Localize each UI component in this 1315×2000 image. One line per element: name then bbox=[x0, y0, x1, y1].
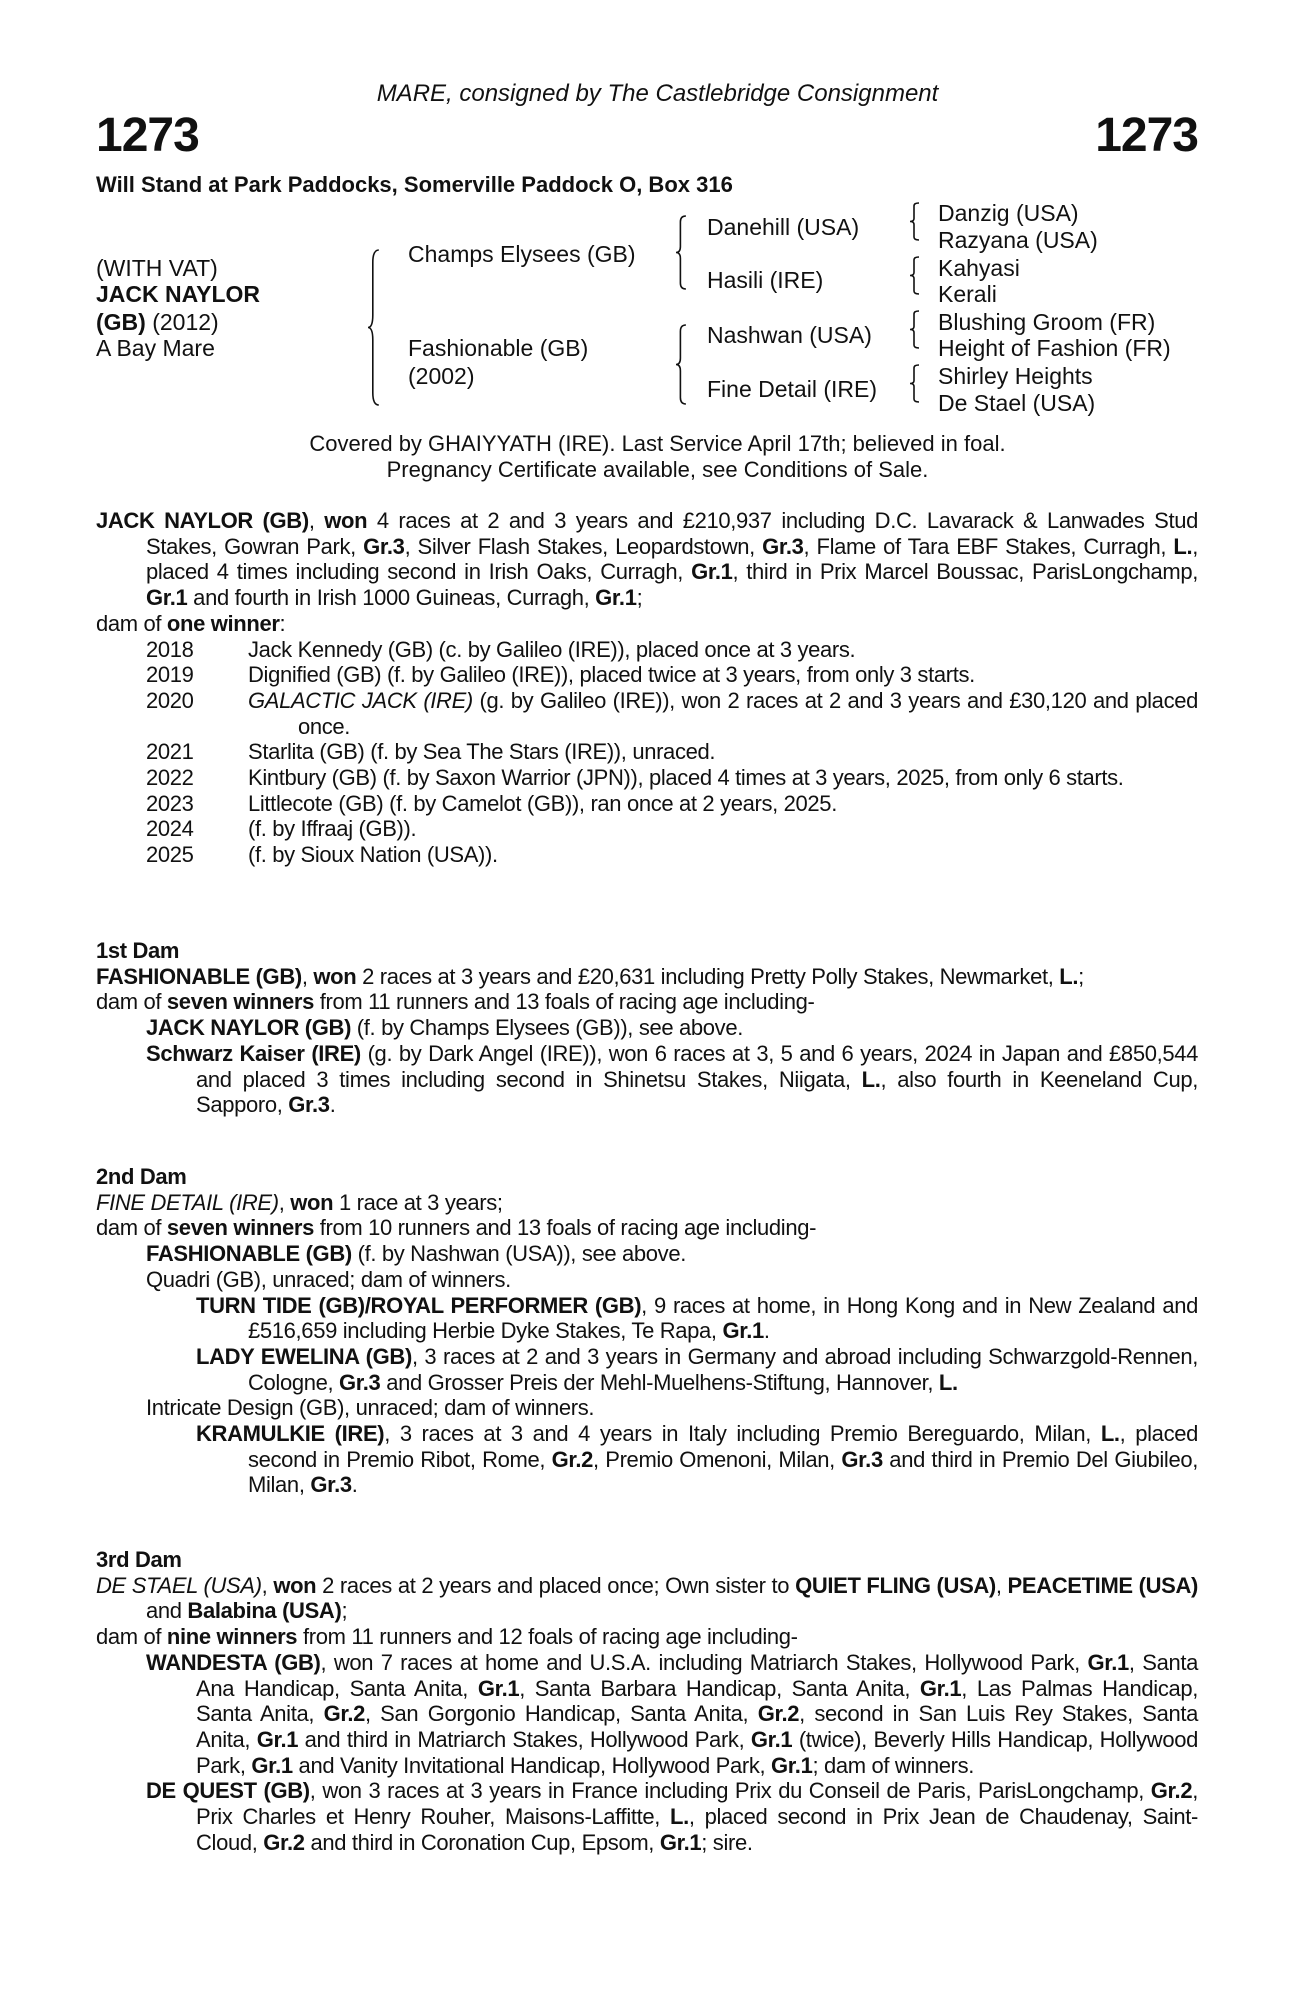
ancestor-g4: Danzig (USA) bbox=[938, 200, 1079, 226]
bold-text: won bbox=[324, 508, 368, 533]
text-run: , placed second in Prix Jean de Chaudenay, Saint-Cloud, bbox=[196, 1804, 1198, 1855]
text-run: . bbox=[351, 1472, 358, 1498]
bold-text: Gr.1 bbox=[1087, 1649, 1129, 1675]
text-run: from 11 runners and 13 foals of racing age including- bbox=[314, 989, 815, 1015]
bold-text: JACK NAYLOR (GB) bbox=[146, 1015, 352, 1041]
foal-year: 2025 bbox=[146, 842, 194, 868]
pedigree-paragraph bbox=[96, 989, 1198, 1015]
bold-text: WANDESTA (GB) bbox=[146, 1649, 321, 1675]
text-run: ; dam of winners. bbox=[812, 1752, 975, 1778]
ancestor-g4: De Stael (USA) bbox=[938, 390, 1096, 416]
pedigree-paragraph bbox=[96, 1041, 1198, 1118]
pedigree-paragraph bbox=[96, 1344, 1198, 1395]
text-run: , 3 races at 2 and 3 years in Germany and abroad including Schwarzgold-Rennen, Cologne, bbox=[248, 1343, 1198, 1395]
lot-number-right: 1273 bbox=[1095, 109, 1198, 162]
dam-dam: Fine Detail (IRE) bbox=[707, 376, 877, 402]
bold-text: Schwarz Kaiser (IRE) bbox=[146, 1040, 361, 1066]
text-run: Dignified (GB) (f. by Galileo (IRE)), placed twice at 3 years, from only 3 starts. bbox=[248, 662, 975, 688]
first-dam-section bbox=[96, 938, 1198, 1118]
bold-text: nine winners bbox=[166, 1624, 298, 1650]
bold-text: Gr.1 bbox=[477, 1675, 520, 1701]
ancestor-g4: Kahyasi bbox=[938, 255, 1020, 281]
text-run: Kintbury (GB) (f. by Saxon Warrior (JPN)), placed 4 times at 3 years, 2025, from only 6 starts. bbox=[248, 765, 1124, 791]
section-heading: 2nd Dam bbox=[96, 1164, 187, 1189]
pedigree-paragraph bbox=[96, 1778, 1198, 1855]
horse-country: (GB) bbox=[96, 309, 146, 335]
text-run: , bbox=[308, 508, 325, 533]
section-heading: 1st Dam bbox=[96, 938, 180, 963]
text-run: , San Gorgonio Handicap, Santa Anita, bbox=[364, 1701, 758, 1727]
italic-text: DE STAEL (USA) bbox=[96, 1572, 262, 1598]
text-run: , Flame of Tara EBF Stakes, Curragh, bbox=[803, 533, 1174, 559]
horse-description: A Bay Mare bbox=[96, 335, 215, 361]
foal-row bbox=[96, 765, 1198, 791]
pedigree-paragraph bbox=[96, 611, 1198, 637]
brace-icon bbox=[676, 216, 687, 289]
text-run: , second in San Luis Rey Stakes, Santa Anita, bbox=[196, 1701, 1199, 1752]
bold-text: Gr.2 bbox=[551, 1446, 594, 1472]
pedigree-paragraph bbox=[96, 1395, 1198, 1421]
text-run: (f. by Sioux Nation (USA)). bbox=[248, 842, 498, 868]
bold-text: Gr.1 bbox=[919, 1675, 962, 1701]
pedigree-paragraph bbox=[96, 1421, 1198, 1498]
brace-icon bbox=[676, 325, 687, 404]
text-run: (g. by Galileo (IRE)), won 2 races at 2 and 3 years and £30,120 and placed once. bbox=[298, 687, 1198, 739]
text-run: (f. by Nashwan (USA)), see above. bbox=[351, 1241, 686, 1267]
horse-name: JACK NAYLOR bbox=[96, 281, 261, 307]
foal-year: 2021 bbox=[146, 739, 194, 765]
bold-text: DE QUEST (GB) bbox=[146, 1778, 310, 1804]
foal-row bbox=[96, 816, 1198, 842]
text-run: Intricate Design (GB), unraced; dam of winners. bbox=[146, 1395, 595, 1421]
text-run: , placed 4 times including second in Irish Oaks, Curragh, bbox=[146, 533, 1198, 585]
text-run: , won 3 races at 3 years in France including Prix du Conseil de Paris, ParisLongchamp, bbox=[309, 1778, 1151, 1804]
bold-text: Gr.2 bbox=[757, 1701, 800, 1727]
dam: Fashionable (GB) bbox=[408, 335, 589, 361]
bold-text: Gr.3 bbox=[310, 1472, 352, 1498]
text-run: , placed second in Premio Ribot, Rome, bbox=[248, 1421, 1198, 1472]
text-run: ; bbox=[1078, 963, 1084, 989]
text-run: , won 7 races at home and U.S.A. including Matriarch Stakes, Hollywood Park, bbox=[320, 1649, 1088, 1675]
text-run: 2 races at 2 years and placed once; Own sister to bbox=[316, 1572, 796, 1598]
text-run: : bbox=[279, 610, 286, 636]
sire: Champs Elysees (GB) bbox=[408, 241, 636, 267]
lot-number-left: 1273 bbox=[96, 109, 199, 162]
second-dam-section bbox=[96, 1164, 1198, 1498]
bold-text: KRAMULKIE (IRE) bbox=[196, 1421, 385, 1447]
text-run: , 9 races at home, in Hong Kong and in New Zealand and £516,659 including Herbie Dyke Stakes, Te Rapa, bbox=[248, 1292, 1198, 1344]
bold-text: Gr.2 bbox=[263, 1829, 305, 1855]
bold-text: won bbox=[273, 1572, 317, 1598]
bold-text: Balabina (USA) bbox=[187, 1598, 342, 1624]
bold-text: L. bbox=[1059, 963, 1079, 989]
text-run: and third in Coronation Cup, Epsom, bbox=[304, 1829, 660, 1855]
bold-text: LADY EWELINA (GB) bbox=[196, 1343, 412, 1369]
pregnancy-note: Pregnancy Certificate available, see Conditions of Sale. bbox=[386, 457, 929, 482]
bold-text: QUIET FLING (USA) bbox=[795, 1572, 996, 1598]
dam-year: (2002) bbox=[408, 363, 475, 389]
bold-text: Gr.1 bbox=[691, 559, 733, 585]
bold-text: Gr.1 bbox=[750, 1726, 793, 1752]
bold-text: L. bbox=[1100, 1421, 1120, 1447]
text-run: , also fourth in Keeneland Cup, Sapporo, bbox=[196, 1066, 1198, 1118]
foal-year: 2018 bbox=[146, 636, 194, 662]
bold-text: Gr.1 bbox=[595, 585, 637, 611]
foal-row bbox=[96, 739, 1198, 765]
bold-text: PEACETIME (USA) bbox=[1007, 1572, 1198, 1598]
bold-text: won bbox=[313, 963, 357, 989]
text-run: dam of bbox=[96, 989, 167, 1015]
ancestor-g4: Razyana (USA) bbox=[938, 227, 1098, 253]
text-run: (f. by Champs Elysees (GB)), see above. bbox=[351, 1015, 743, 1041]
text-run: dam of bbox=[96, 610, 167, 636]
horse-country-year bbox=[96, 309, 219, 335]
text-run: , Silver Flash Stakes, Leopardstown, bbox=[404, 533, 763, 559]
text-run: , Santa Barbara Handicap, Santa Anita, bbox=[519, 1675, 920, 1701]
text-run: , Premio Omenoni, Milan, bbox=[593, 1446, 842, 1472]
italic-text: GALACTIC JACK (IRE) bbox=[248, 687, 473, 713]
bold-text: won bbox=[290, 1189, 334, 1215]
text-run: 4 races at 2 and 3 years and £210,937 including D.C. Lavarack & Lanwades Stud Stakes, Gowran Park, bbox=[146, 508, 1199, 559]
covering-note: Covered by GHAIYYATH (IRE). Last Service April 17th; believed in foal. bbox=[309, 431, 1006, 456]
bold-text: L. bbox=[938, 1369, 958, 1395]
bold-text: FASHIONABLE (GB) bbox=[146, 1241, 352, 1267]
brace-icon bbox=[910, 257, 920, 294]
text-run: , Santa Ana Handicap, Santa Anita, bbox=[196, 1649, 1199, 1701]
bold-text: Gr.3 bbox=[762, 533, 804, 559]
bold-text: Gr.1 bbox=[146, 585, 188, 611]
text-run: Quadri (GB), unraced; dam of winners. bbox=[146, 1266, 511, 1292]
pedigree-paragraph bbox=[96, 1190, 1198, 1216]
pedigree-paragraph bbox=[96, 1573, 1198, 1624]
bold-text: seven winners bbox=[166, 989, 314, 1015]
bold-text: L. bbox=[670, 1804, 689, 1830]
text-run: , bbox=[261, 1572, 274, 1598]
sire-sire: Danehill (USA) bbox=[707, 214, 860, 240]
horse-record-section bbox=[96, 508, 1198, 868]
pedigree-paragraph bbox=[96, 1215, 1198, 1241]
foal-year: 2023 bbox=[146, 790, 194, 816]
ancestor-g4: Height of Fashion (FR) bbox=[938, 335, 1171, 361]
text-run: Littlecote (GB) (f. by Camelot (GB)), ran once at 2 years, 2025. bbox=[248, 790, 837, 816]
text-run: ; sire. bbox=[701, 1829, 753, 1855]
italic-text: FINE DETAIL (IRE) bbox=[96, 1189, 279, 1215]
bold-text: Gr.2 bbox=[323, 1701, 365, 1727]
bold-text: TURN TIDE (GB)/ROYAL PERFORMER (GB) bbox=[196, 1292, 642, 1318]
text-run: , bbox=[278, 1189, 291, 1215]
bold-text: one winner bbox=[166, 610, 280, 636]
text-run: and Vanity Invitational Handicap, Hollywood Park, bbox=[292, 1752, 772, 1778]
text-run: , bbox=[995, 1572, 1008, 1598]
bold-text: Gr.1 bbox=[722, 1318, 764, 1344]
pedigree-paragraph bbox=[96, 1241, 1198, 1267]
foal-year: 2019 bbox=[146, 662, 194, 688]
foal-row bbox=[96, 637, 1198, 663]
dam-sire: Nashwan (USA) bbox=[707, 322, 872, 348]
text-run: from 11 runners and 12 foals of racing age including- bbox=[297, 1624, 798, 1650]
text-run: , third in Prix Marcel Boussac, ParisLongchamp, bbox=[732, 559, 1199, 585]
stand-location: Will Stand at Park Paddocks, Somerville Paddock O, Box 316 bbox=[96, 172, 733, 197]
text-run: . bbox=[329, 1092, 336, 1118]
text-run: from 10 runners and 13 foals of racing age including- bbox=[314, 1215, 817, 1241]
text-run: , Las Palmas Handicap, Santa Anita, bbox=[196, 1675, 1198, 1727]
text-run: (twice), Beverly Hills Handicap, Hollywood Park, bbox=[196, 1726, 1198, 1778]
text-run: ; bbox=[636, 585, 643, 611]
text-run: (f. by Iffraaj (GB)). bbox=[248, 816, 417, 842]
bold-text: Gr.1 bbox=[251, 1752, 293, 1778]
text-run: Jack Kennedy (GB) (c. by Galileo (IRE)), placed once at 3 years. bbox=[248, 636, 856, 662]
bold-text: Gr.1 bbox=[659, 1829, 702, 1855]
text-run: and bbox=[146, 1598, 188, 1624]
foal-year: 2024 bbox=[146, 816, 194, 842]
bold-text: FASHIONABLE (GB) bbox=[96, 963, 302, 989]
bold-text: Gr.3 bbox=[841, 1446, 883, 1472]
bold-text: Gr.2 bbox=[1150, 1778, 1193, 1804]
foal-year: 2020 bbox=[146, 687, 194, 713]
vat-note: (WITH VAT) bbox=[96, 255, 218, 281]
text-run: and fourth in Irish 1000 Guineas, Curragh, bbox=[187, 585, 596, 611]
ancestor-g4: Kerali bbox=[938, 281, 997, 307]
pedigree-paragraph bbox=[96, 1267, 1198, 1293]
ancestor-g4: Shirley Heights bbox=[938, 363, 1093, 389]
foal-row bbox=[96, 688, 1198, 739]
text-run: dam of bbox=[96, 1624, 167, 1650]
text-run: Starlita (GB) (f. by Sea The Stars (IRE)), unraced. bbox=[248, 739, 716, 765]
text-run: and Grosser Preis der Mehl-Muelhens-Stiftung, Hannover, bbox=[380, 1369, 939, 1395]
bold-text: JACK NAYLOR (GB) bbox=[96, 508, 309, 533]
ancestor-g4: Blushing Groom (FR) bbox=[938, 309, 1156, 335]
text-run: and third in Premio Del Giubileo, Milan, bbox=[248, 1446, 1198, 1498]
text-run: 2 races at 3 years and £20,631 including Pretty Polly Stakes, Newmarket, bbox=[356, 963, 1060, 989]
bold-text: Gr.3 bbox=[363, 533, 405, 559]
bold-text: L. bbox=[1173, 533, 1193, 559]
pedigree-paragraph bbox=[96, 964, 1198, 990]
foal-row bbox=[96, 662, 1198, 688]
brace-icon bbox=[910, 311, 920, 348]
bold-text: Gr.1 bbox=[256, 1726, 299, 1752]
pedigree-paragraph bbox=[96, 1015, 1198, 1041]
brace-icon bbox=[910, 365, 920, 402]
third-dam-section bbox=[96, 1547, 1198, 1855]
foal-row bbox=[96, 842, 1198, 868]
text-run: , 3 races at 3 and 4 years in Italy including Premio Bereguardo, Milan, bbox=[384, 1421, 1101, 1447]
pedigree-paragraph bbox=[96, 1650, 1198, 1779]
text-run: 1 race at 3 years; bbox=[333, 1189, 503, 1215]
bold-text: Gr.3 bbox=[339, 1369, 381, 1395]
section-heading: 3rd Dam bbox=[96, 1547, 182, 1572]
brace-icon bbox=[368, 250, 380, 405]
text-run: , Prix Charles et Henry Rouher, Maisons-Laffitte, bbox=[196, 1778, 1198, 1830]
bold-text: L. bbox=[861, 1066, 881, 1092]
text-run: , bbox=[301, 963, 314, 989]
bold-text: Gr.3 bbox=[288, 1092, 330, 1118]
text-run: dam of bbox=[96, 1215, 167, 1241]
text-run: (g. by Dark Angel (IRE)), won 6 races at 3, 5 and 6 years, 2024 in Japan and £850,544 and placed 3 times including second in Shinetsu Stakes, Niigata, bbox=[196, 1040, 1199, 1092]
pedigree-paragraph bbox=[96, 1293, 1198, 1344]
pedigree-paragraph bbox=[96, 508, 1198, 611]
text-run: and third in Matriarch Stakes, Hollywood Park, bbox=[298, 1726, 751, 1752]
sire-dam: Hasili (IRE) bbox=[707, 267, 824, 293]
bold-text: Gr.1 bbox=[771, 1752, 813, 1778]
horse-year: (2012) bbox=[145, 309, 219, 335]
text-run: ; bbox=[341, 1598, 348, 1624]
consignment-line: MARE, consigned by The Castlebridge Consignment bbox=[376, 80, 939, 107]
text-run: . bbox=[763, 1318, 770, 1344]
foal-row bbox=[96, 791, 1198, 817]
bold-text: seven winners bbox=[166, 1215, 314, 1241]
brace-icon bbox=[910, 203, 920, 240]
foal-year: 2022 bbox=[146, 765, 194, 791]
pedigree-paragraph bbox=[96, 1624, 1198, 1650]
